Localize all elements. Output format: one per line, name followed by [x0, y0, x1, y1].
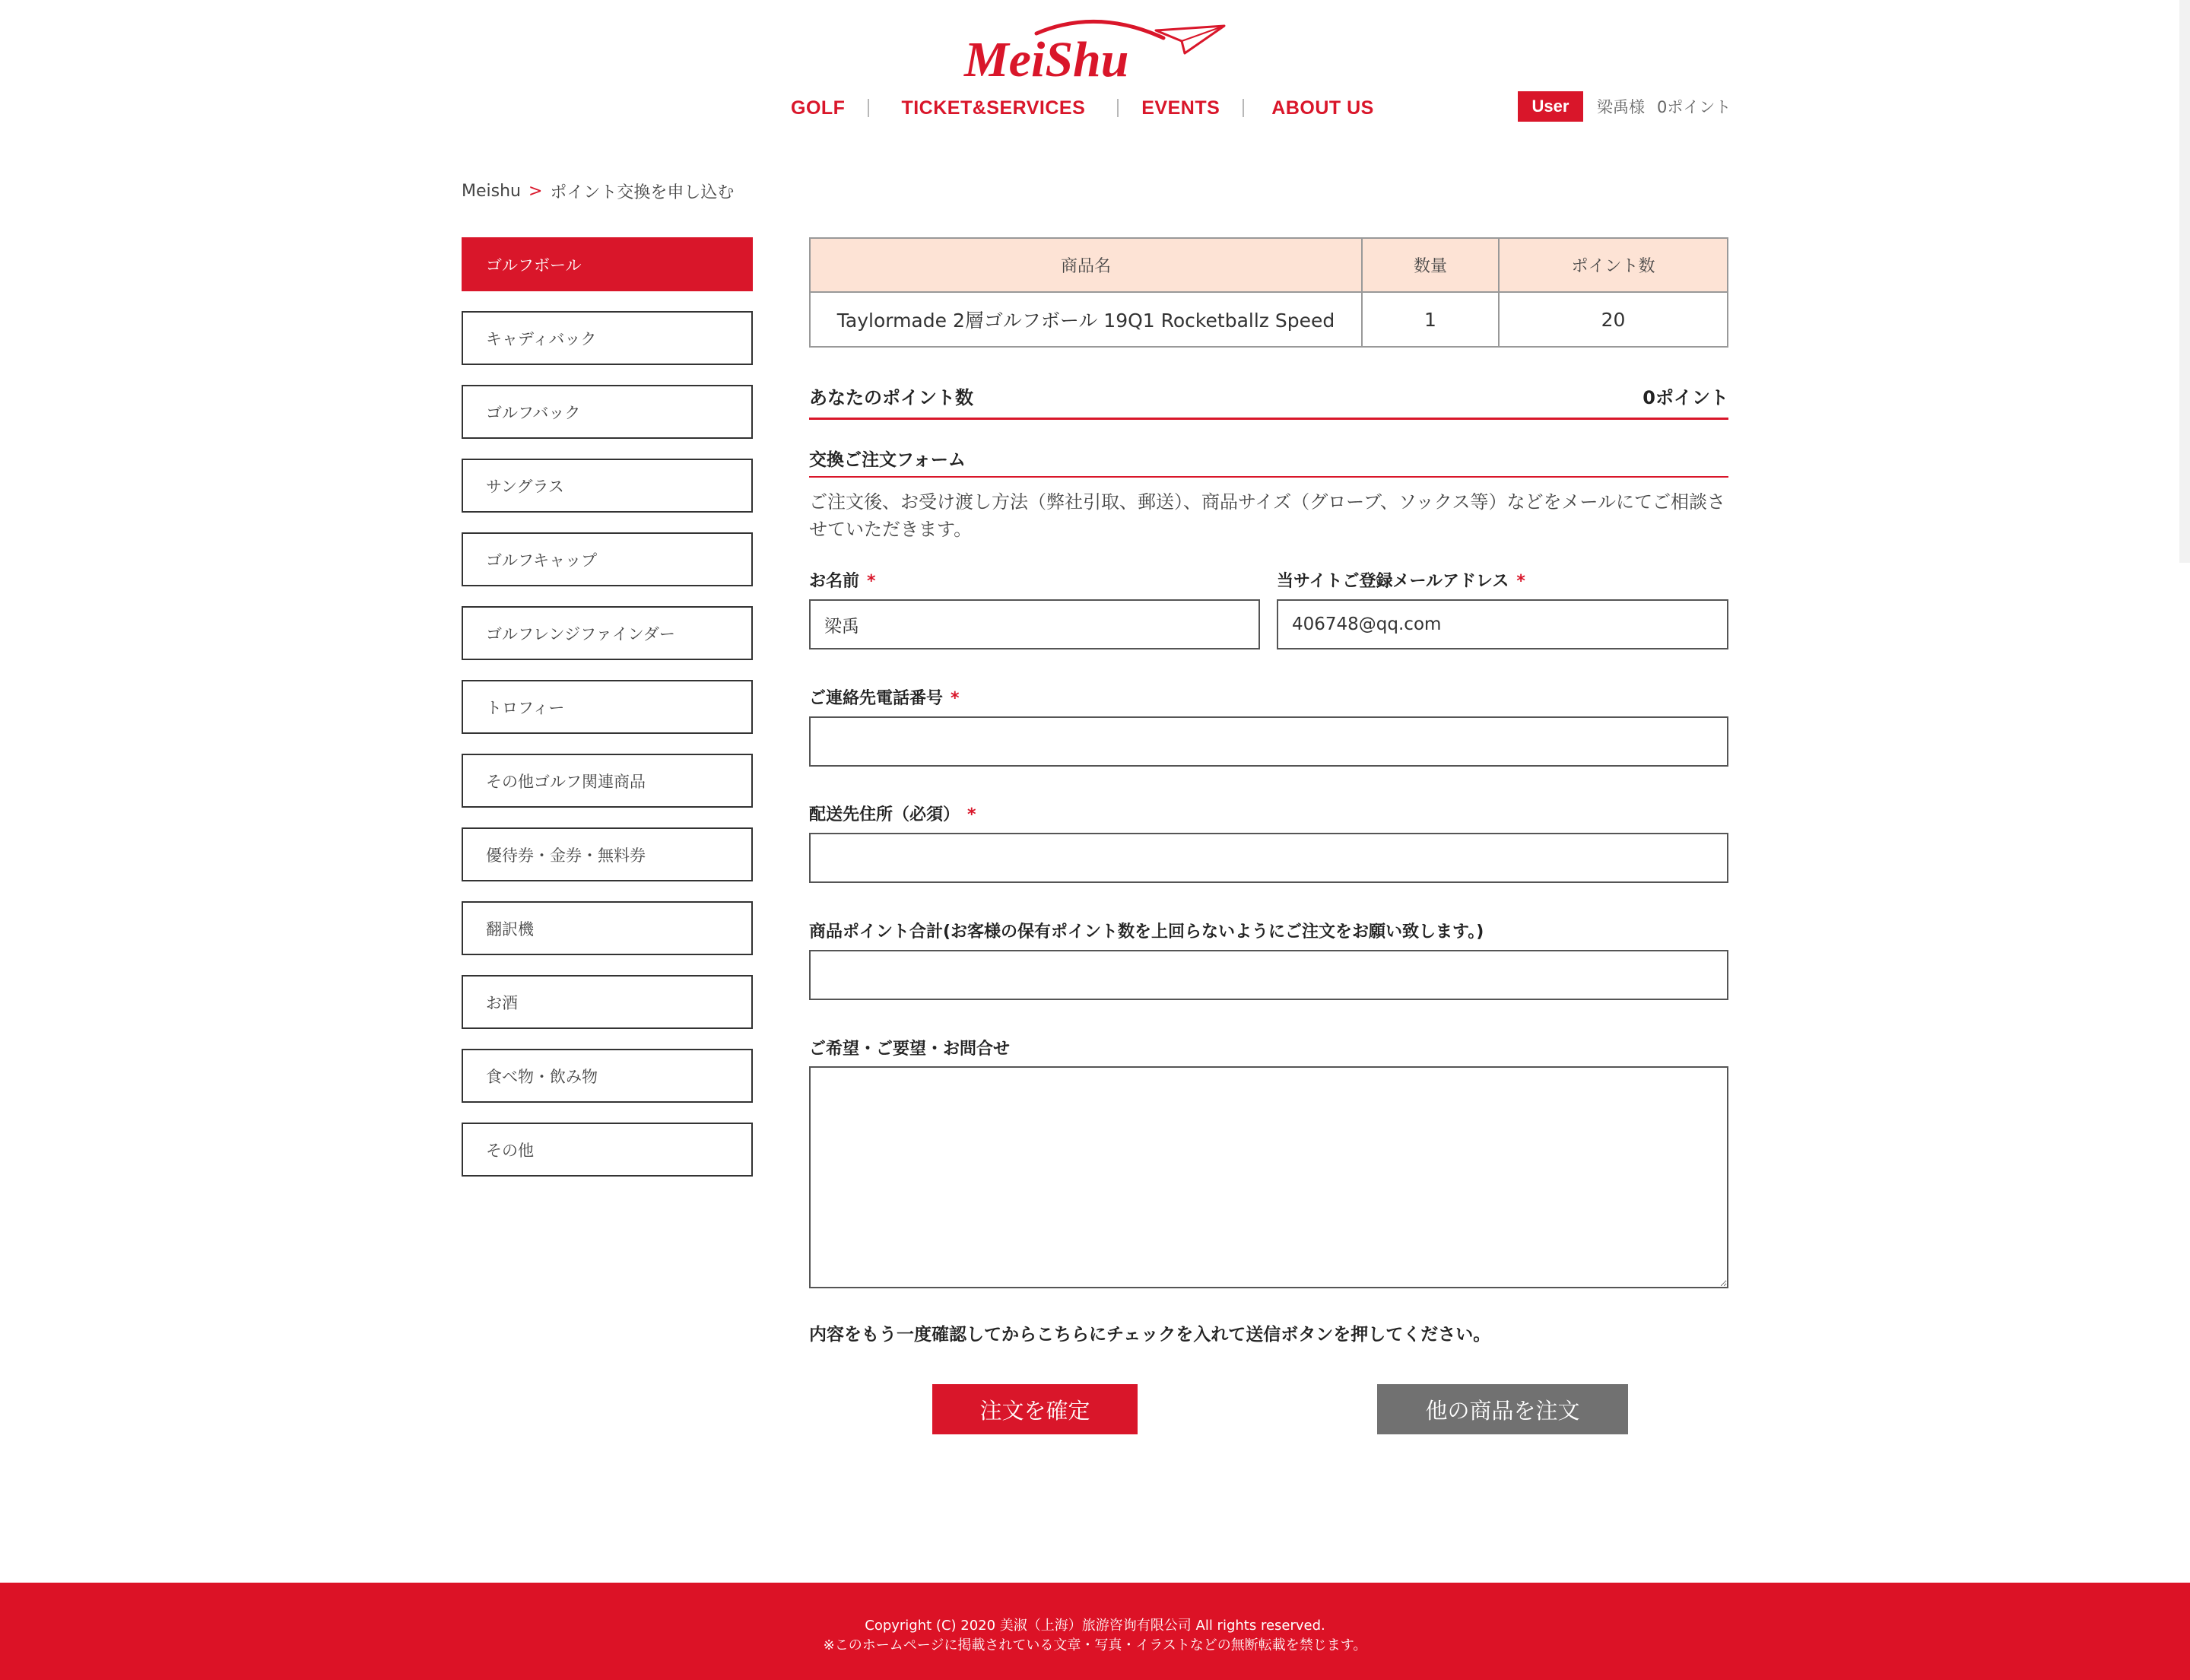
your-points-row [809, 379, 1728, 409]
sidebar-item-sunglasses[interactable]: サングラス [462, 459, 753, 513]
breadcrumb-home[interactable]: Meishu [462, 182, 521, 201]
email-input[interactable] [1277, 599, 1728, 649]
site-footer [0, 1583, 2190, 1680]
total-points-input[interactable] [809, 950, 1728, 1000]
breadcrumb [462, 179, 734, 203]
phone-label [809, 685, 960, 709]
product-qty-cell: 1 [1362, 292, 1499, 347]
name-label-text: お名前 [809, 572, 860, 591]
total-points-label: 商品ポイント合計(お客様の保有ポイント数を上回らないようにご注文をお願い致します。) [809, 923, 1484, 942]
required-mark: * [951, 689, 960, 708]
sidebar-item-trophy[interactable]: トロフィー [462, 680, 753, 734]
divider [809, 476, 1728, 478]
page-scrollbar[interactable] [2179, 0, 2190, 563]
sidebar-item-golf-bag[interactable]: ゴルフバック [462, 385, 753, 439]
category-sidebar [462, 237, 753, 1196]
breadcrumb-arrow-icon: > [528, 182, 543, 201]
user-bar [1518, 91, 1731, 122]
address-input[interactable] [809, 833, 1728, 883]
phone-label-text: ご連絡先電話番号 [809, 689, 944, 708]
nav-divider [1243, 99, 1244, 117]
product-name-cell: Taylormade 2層ゴルフボール 19Q1 Rocketballz Speed [810, 292, 1362, 347]
sidebar-item-golf-ball[interactable]: ゴルフボール [462, 237, 753, 291]
phone-input[interactable] [809, 716, 1728, 767]
sidebar-item-other[interactable]: その他 [462, 1123, 753, 1177]
sidebar-item-vouchers[interactable]: 優待券・金券・無料券 [462, 827, 753, 881]
nav-divider [868, 99, 869, 117]
order-main [809, 237, 1728, 1424]
required-mark: * [1516, 572, 1525, 591]
table-row [810, 292, 1728, 347]
breadcrumb-current: ポイント交換を申し込む [550, 183, 735, 202]
your-points-value: 0ポイント [1642, 387, 1728, 408]
site-logo[interactable] [957, 15, 1230, 84]
sidebar-item-alcohol[interactable]: お酒 [462, 975, 753, 1029]
address-label-text: 配送先住所（必須） [809, 805, 960, 824]
form-notice: ご注文後、お受け渡し方法（弊社引取、郵送）、商品サイズ（グローブ、ソックス等）などをメールにてご相談させていただきます。 [809, 491, 1726, 540]
sidebar-item-caddie-bag[interactable]: キャディバック [462, 311, 753, 365]
product-points-cell: 20 [1499, 292, 1728, 347]
table-header-qty: 数量 [1362, 238, 1499, 292]
nav-ticket-services[interactable]: TICKET&SERVICES [901, 97, 1086, 119]
sidebar-item-rangefinder[interactable]: ゴルフレンジファインダー [462, 606, 753, 660]
divider [809, 418, 1728, 420]
form-title: 交換ご注文フォーム [809, 450, 966, 470]
order-table [809, 237, 1728, 348]
your-points-label: あなたのポイント数 [809, 387, 973, 408]
nav-events[interactable]: EVENTS [1141, 97, 1220, 119]
message-label: ご希望・ご要望・お問合せ [809, 1040, 1011, 1059]
main-nav [791, 93, 1374, 123]
required-mark: * [867, 572, 876, 591]
sidebar-item-translator[interactable]: 翻訳機 [462, 901, 753, 955]
footer-notice: ※このホームページに掲載されている文章・写真・イラストなどの無断転載を禁じます。 [823, 1637, 1367, 1653]
sidebar-item-other-golf[interactable]: その他ゴルフ関連商品 [462, 754, 753, 808]
user-points: 0ポイント [1657, 98, 1731, 116]
table-header-points: ポイント数 [1499, 238, 1728, 292]
name-input[interactable] [809, 599, 1260, 649]
nav-about-us[interactable]: ABOUT US [1271, 97, 1374, 119]
confirm-instruction: 内容をもう一度確認してからこちらにチェックを入れて送信ボタンを押してください。 [809, 1325, 1491, 1345]
email-label-text: 当サイトご登録メールアドレス [1277, 572, 1509, 591]
order-other-button[interactable]: 他の商品を注文 [1377, 1384, 1628, 1434]
nav-golf[interactable]: GOLF [791, 97, 846, 119]
user-name: 梁禹様 [1597, 98, 1645, 116]
confirm-order-button[interactable]: 注文を確定 [932, 1384, 1138, 1434]
name-label [809, 568, 876, 592]
footer-copyright: Copyright (C) 2020 美淑（上海）旅游咨询有限公司 All rights reserved. [865, 1618, 1325, 1634]
email-label [1277, 568, 1525, 592]
address-label [809, 802, 976, 825]
table-header-name: 商品名 [810, 238, 1362, 292]
message-textarea[interactable] [809, 1066, 1728, 1288]
sidebar-item-food-drink[interactable]: 食べ物・飲み物 [462, 1049, 753, 1103]
user-badge[interactable]: User [1518, 91, 1583, 122]
logo-graphic [957, 15, 1230, 84]
logo-text: MeiShu [964, 32, 1129, 84]
sidebar-item-golf-cap[interactable]: ゴルフキャップ [462, 532, 753, 586]
required-mark: * [967, 805, 976, 824]
nav-divider [1117, 99, 1119, 117]
